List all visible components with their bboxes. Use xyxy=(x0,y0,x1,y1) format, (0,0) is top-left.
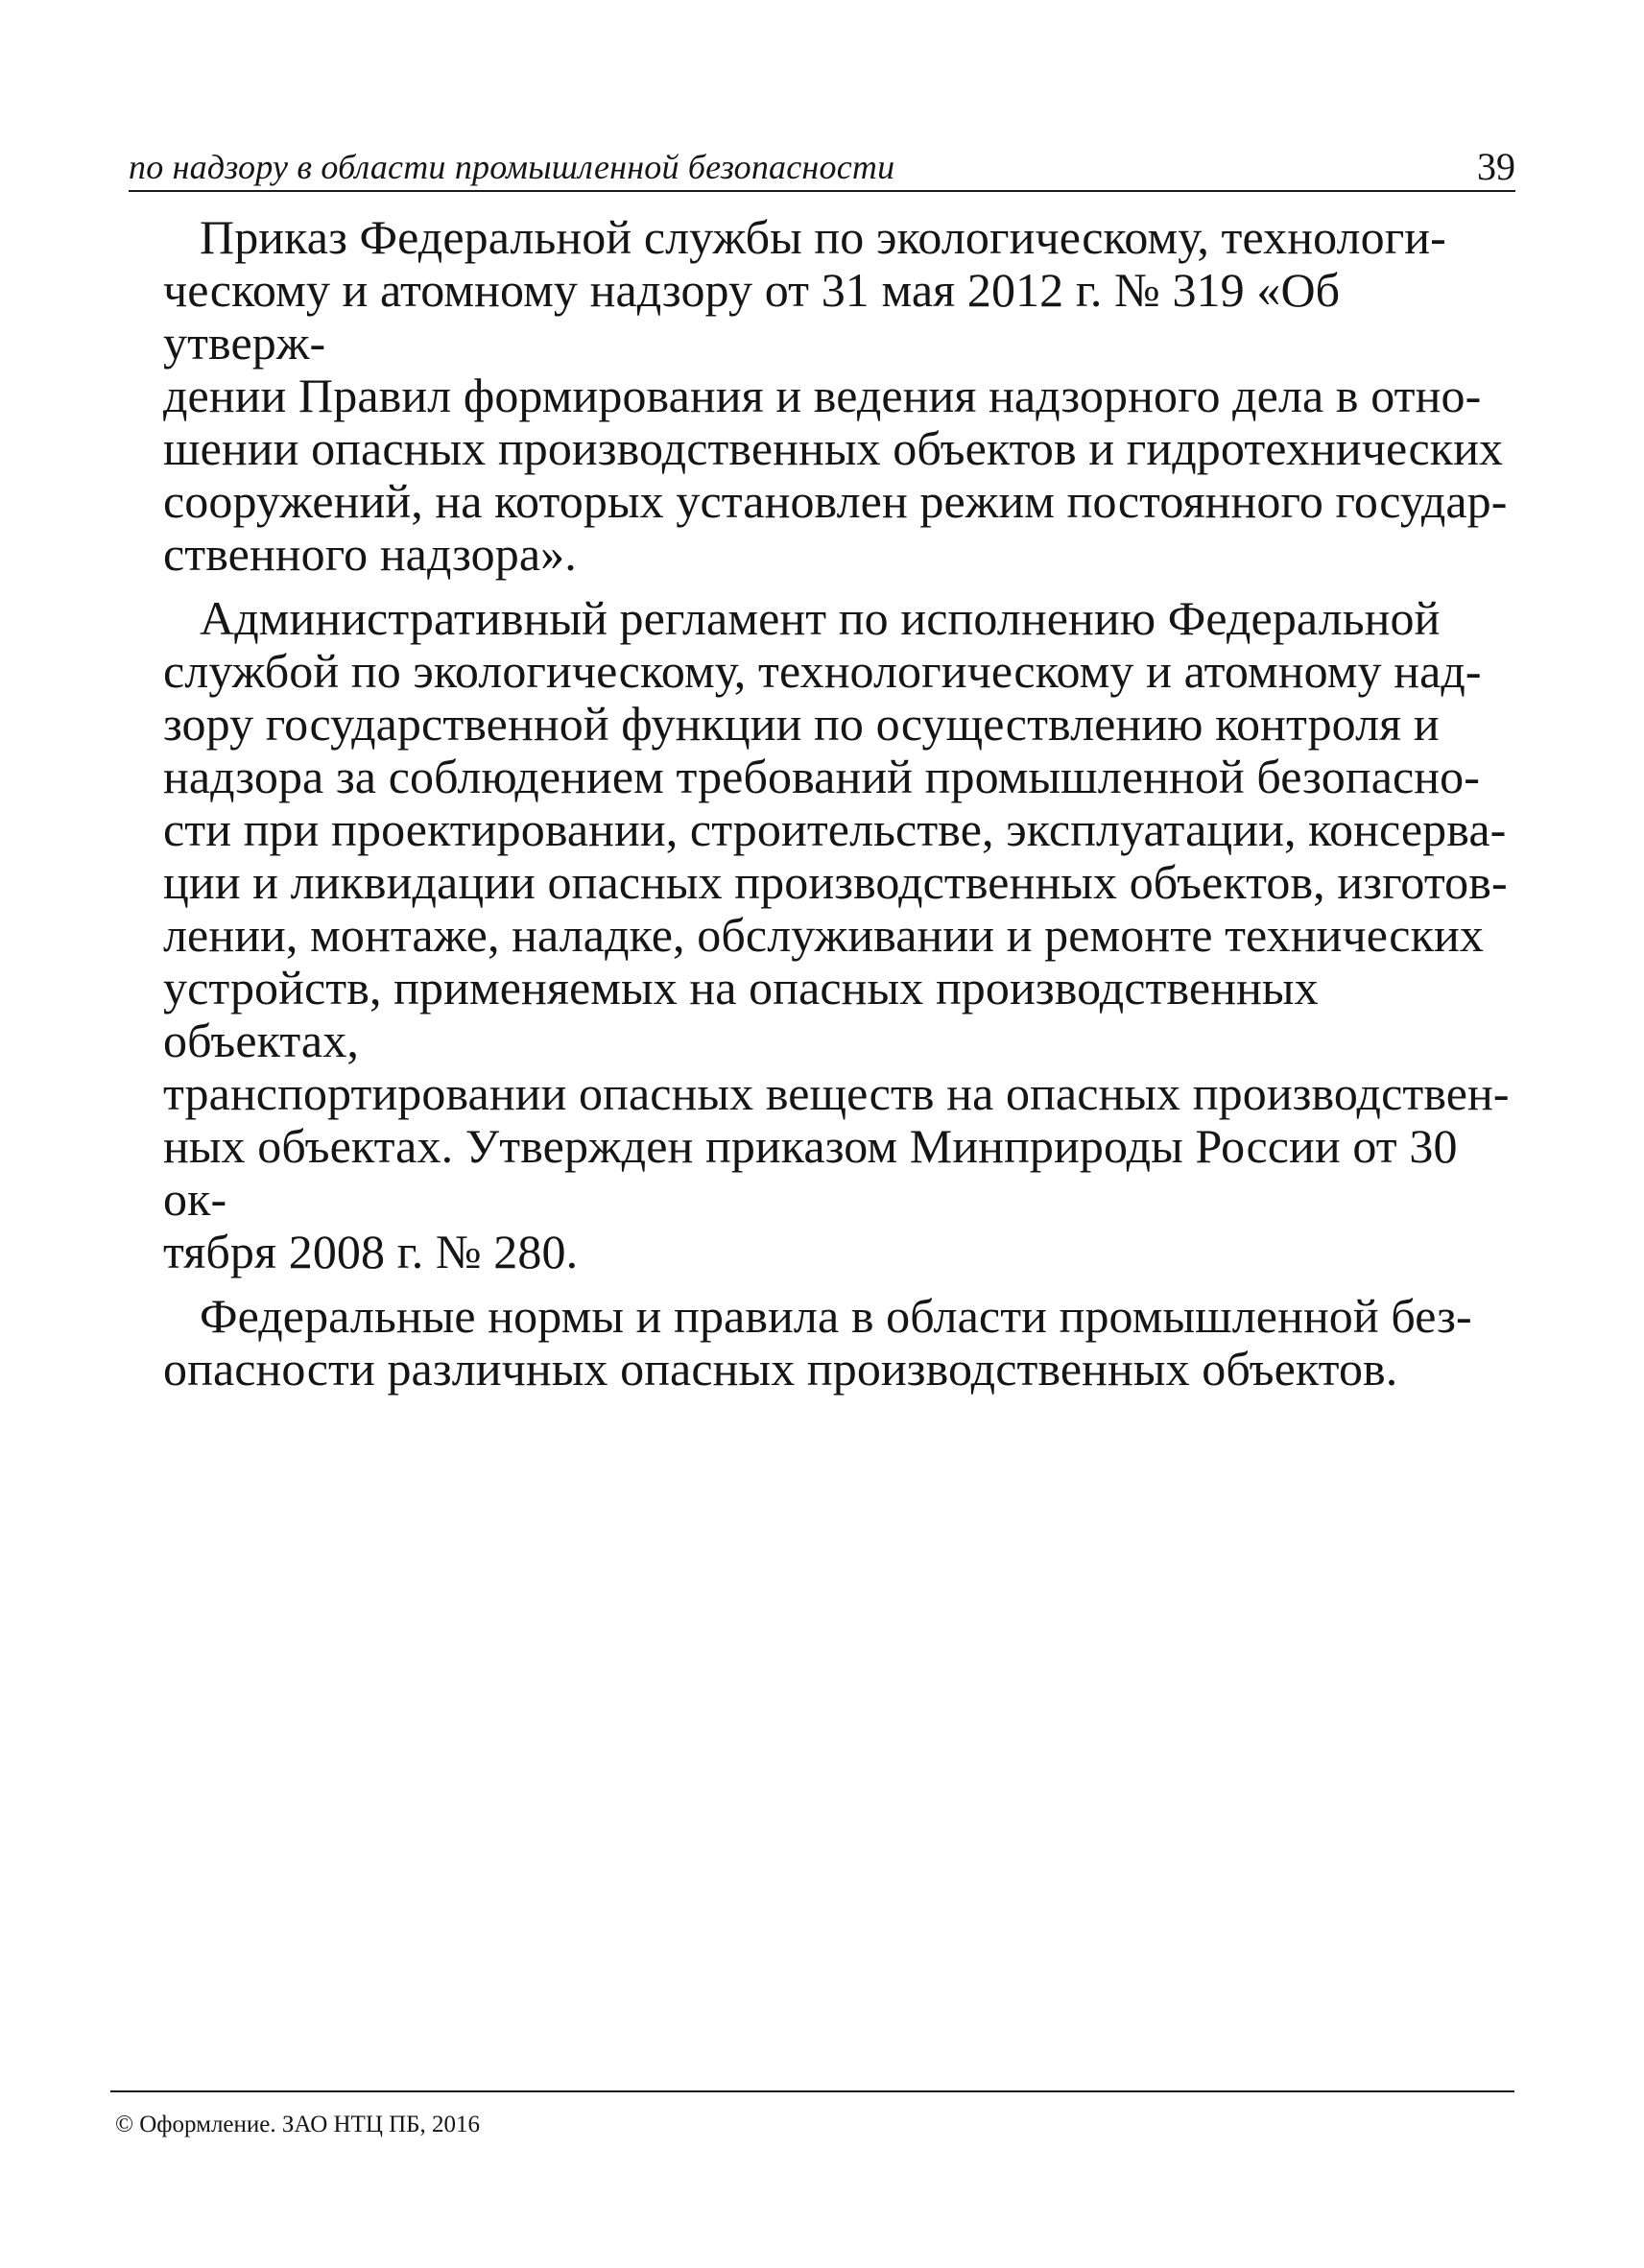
text-line: сти при проектировании, строительстве, эксплуатации, консерва- xyxy=(163,802,1507,856)
text-line: ных объектах. Утвержден приказом Минприроды России от 30 ок- xyxy=(163,1119,1458,1226)
text-line: устройств, применяемых на опасных производственных объектах, xyxy=(163,961,1319,1067)
text-line: тября 2008 г. № 280. xyxy=(163,1225,579,1278)
text-line: зору государственной функции по осуществлению контроля и xyxy=(163,697,1440,751)
text-line: Федеральные нормы и правила в области промышленной без- xyxy=(200,1289,1472,1343)
text-line: лении, монтаже, наладке, обслуживании и ремонте технических xyxy=(163,908,1484,962)
paragraph-order-319 xyxy=(163,211,1514,581)
footer-divider xyxy=(110,2090,1514,2092)
text-line: сооружений, на которых установлен режим постоянного государ- xyxy=(163,474,1508,528)
header-title: по надзору в области промышленной безопасности xyxy=(129,148,895,186)
text-line: ческому и атомному надзору от 31 мая 2012 г. № 319 «Об утверж- xyxy=(163,263,1341,370)
page-number: 39 xyxy=(1477,145,1515,188)
text-line: ственного надзора». xyxy=(163,527,577,581)
paragraph-federal-norms xyxy=(163,1290,1514,1396)
text-line: Административный регламент по исполнению Федеральной xyxy=(200,591,1441,645)
text-line: надзора за соблюдением требований промышленной безопасно- xyxy=(163,750,1480,803)
text-line: дении Правил формирования и ведения надзорного дела в отно- xyxy=(163,369,1482,422)
text-line: шении опасных производственных объектов и гидротехнических xyxy=(163,421,1504,475)
paragraph-admin-regulation xyxy=(163,592,1514,1278)
text-line: транспортировании опасных веществ на опасных производствен- xyxy=(163,1066,1510,1120)
text-line: Приказ Федеральной службы по экологическому, технологи- xyxy=(200,210,1446,264)
body-text xyxy=(163,211,1514,1407)
text-line: ции и ликвидации опасных производственных объектов, изготов- xyxy=(163,855,1508,909)
footer-copyright: © Оформление. ЗАО НТЦ ПБ, 2016 xyxy=(115,2112,481,2137)
running-header xyxy=(129,144,1515,192)
text-line: опасности различных опасных производственных объектов. xyxy=(163,1342,1398,1396)
text-line: службой по экологическому, технологическому и атомному над- xyxy=(163,644,1482,698)
